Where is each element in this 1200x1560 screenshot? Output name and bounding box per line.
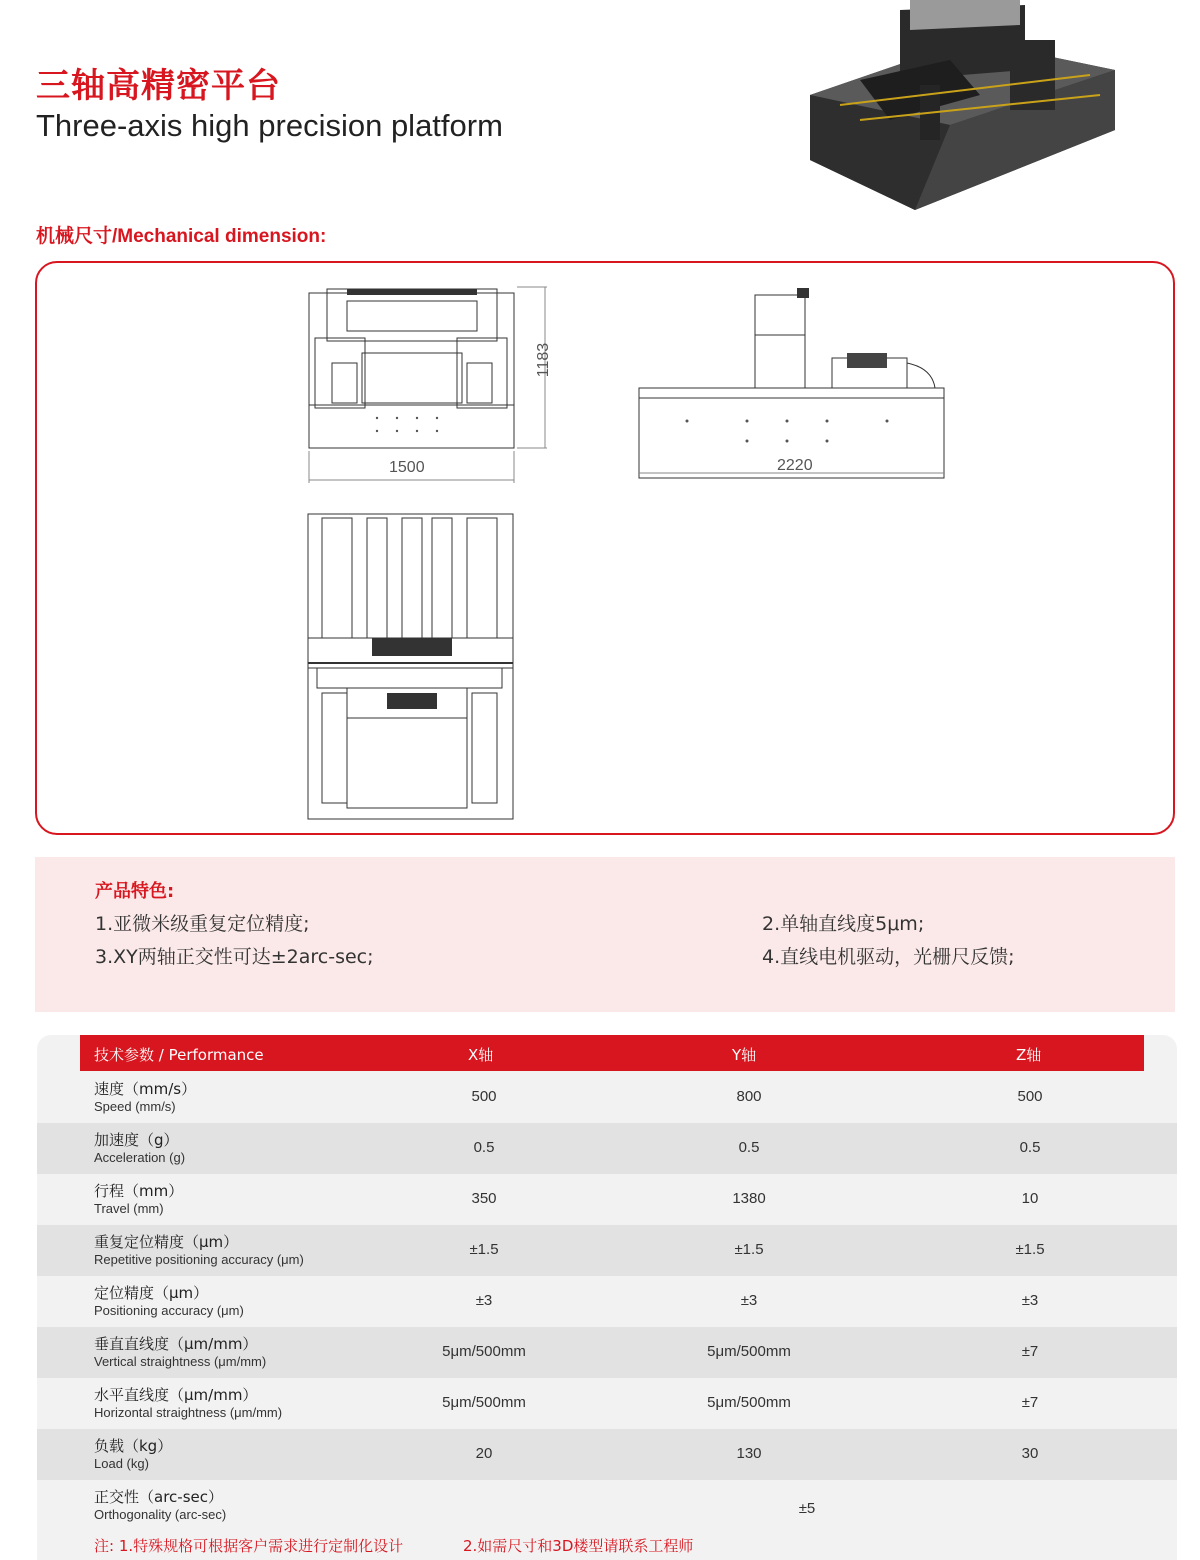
table-row [37,1480,1177,1531]
dim-length-label: 2220 [777,457,813,474]
z-value: ±1.5 [1015,1241,1045,1258]
x-value: 5μm/500mm [442,1343,526,1360]
table-row [37,1225,1177,1276]
x-value: 20 [475,1445,493,1462]
row-label-cn: 正交性（arc-sec） [94,1488,223,1506]
row-label-cn: 行程（mm） [94,1182,184,1200]
header-z-axis: Z轴 [1016,1046,1042,1064]
header-y-axis: Y轴 [732,1046,757,1064]
front-view-drawing [307,283,557,488]
row-label-en: Positioning accuracy (μm) [94,1303,244,1318]
footnote-2: 2.如需尺寸和3D楼型请联系工程师 [463,1537,694,1555]
gantry-platform-render-icon [800,0,1120,215]
features-title: 产品特色: [95,881,175,902]
footnote-1: 注: 1.特殊规格可根据客户需求进行定制化设计 [94,1537,404,1555]
z-value: ±7 [1021,1343,1039,1360]
row-label-cn: 定位精度（μm） [94,1284,209,1302]
row-label-en: Travel (mm) [94,1201,164,1216]
mechanical-dimension-panel [35,261,1175,835]
x-value: 350 [471,1190,497,1207]
table-row [37,1429,1177,1480]
row-label-cn: 重复定位精度（μm） [94,1233,239,1251]
row-label-en: Vertical straightness (μm/mm) [94,1354,267,1369]
dim-width-label: 1500 [389,459,425,476]
feature-item: 2.单轴直线度5μm; [762,913,925,935]
z-value: 500 [1017,1088,1043,1105]
row-label-en: Speed (mm/s) [94,1099,176,1114]
row-label-en: Orthogonality (arc-sec) [94,1507,227,1522]
x-value: 500 [471,1088,497,1105]
y-value: 5μm/500mm [707,1394,791,1411]
table-header-row [80,1035,1144,1071]
row-label-en: Load (kg) [94,1456,149,1471]
row-label-en: Horizontal straightness (μm/mm) [94,1405,283,1420]
page-title-en: Three-axis high precision platform [36,108,503,143]
feature-item: 3.XY两轴正交性可达±2arc-sec; [95,946,374,968]
table-row [37,1174,1177,1225]
merged-value: ±5 [798,1500,816,1517]
y-value: ±1.5 [734,1241,764,1258]
z-value: ±3 [1021,1292,1039,1309]
row-label-en: Acceleration (g) [94,1150,186,1165]
y-value: 800 [736,1088,762,1105]
row-label-en: Repetitive positioning accuracy (μm) [94,1252,304,1267]
table-row [37,1072,1177,1123]
y-value: 130 [736,1445,762,1462]
z-value: ±7 [1021,1394,1039,1411]
row-label-cn: 速度（mm/s） [94,1080,197,1098]
mechanical-dimension-title: 机械尺寸/Mechanical dimension: [36,226,327,247]
y-value: 5μm/500mm [707,1343,791,1360]
header-x-axis: X轴 [468,1046,494,1064]
z-value: 0.5 [1019,1139,1041,1156]
side-view-drawing [637,283,947,483]
y-value: ±3 [740,1292,758,1309]
feature-item: 4.直线电机驱动，光栅尺反馈; [762,946,1015,968]
x-value: 0.5 [473,1139,495,1156]
table-row [37,1123,1177,1174]
performance-table [37,1035,1177,1560]
x-value: ±3 [475,1292,493,1309]
table-row [37,1327,1177,1378]
row-label-cn: 水平直线度（μm/mm） [94,1386,258,1404]
table-row [37,1378,1177,1429]
y-value: 1380 [732,1190,766,1207]
dim-height-label: 1183 [535,342,553,378]
page-title-cn: 三轴高精密平台 [36,66,281,106]
y-value: 0.5 [738,1139,760,1156]
x-value: ±1.5 [469,1241,499,1258]
row-label-cn: 垂直直线度（μm/mm） [94,1335,258,1353]
row-label-cn: 负载（kg） [94,1437,173,1455]
row-label-cn: 加速度（g） [94,1131,179,1149]
z-value: 10 [1021,1190,1039,1207]
top-view-drawing [307,513,517,823]
feature-item: 1.亚微米级重复定位精度; [95,913,310,935]
x-value: 5μm/500mm [442,1394,526,1411]
table-row [37,1276,1177,1327]
product-features-panel [35,857,1175,1012]
header-performance: 技术参数 / Performance [94,1046,264,1064]
z-value: 30 [1021,1445,1039,1462]
